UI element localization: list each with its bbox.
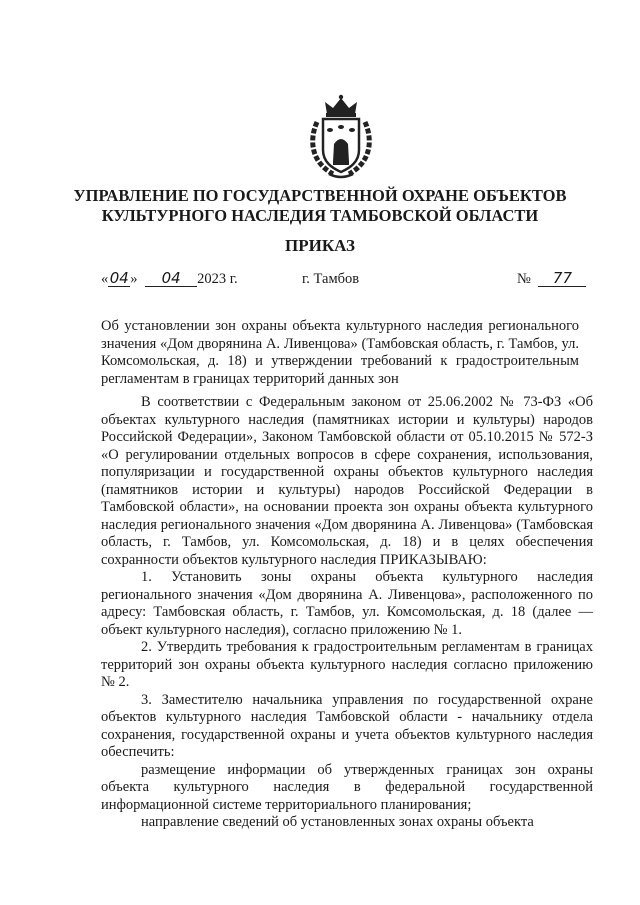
order-city: г. Тамбов xyxy=(302,271,360,287)
order-body xyxy=(101,394,593,832)
preamble-paragraph: В соответствии с Федеральным законом от 25.06.2002 № 73-ФЗ «Об объектах культурного наследия (памятниках истории и культуры) народов Российской Федерации», Законом Тамбовской области от 05.10.2015 № 572-З «О регулировании отдельных вопросов в сфере сохранения, использования, популяризации и государственной охраны объектов культурного наследия (памятников истории и культуры) народов Российской Федерации в Тамбовской области», на основании проекта зон охраны объекта культурного наследия регионального значения «Дом дворянина А. Ливенцова» (Тамбовская область, г. Тамбов, ул. Комсомольская, д. 18) и в целях обеспечения сохранности объектов культурного наследия ПРИКАЗЫВАЮ: xyxy=(101,394,593,568)
number-label: № xyxy=(517,271,531,287)
organization-name xyxy=(60,186,580,226)
item-1-paragraph: 1. Установить зоны охраны объекта культурного наследия регионального значения «Дом дворянина А. Ливенцова», расположенного по адресу: Тамбовская область, г. Тамбов, ул. Комсомольская, д. 18 (далее — объект культурного наследия), согласно приложению № 1. xyxy=(101,569,593,638)
item-3-paragraph: 3. Заместителю начальника управления по государственной охране объектов культурного наследия Тамбовской области - начальнику отдела сохранения, государственной охраны и учета объектов культурного наследия обеспечить: xyxy=(101,691,593,760)
organization-line-1: УПРАВЛЕНИЕ ПО ГОСУДАРСТВЕННОЙ ОХРАНЕ ОБЪЕКТОВ xyxy=(73,186,567,205)
order-month: 04 xyxy=(145,271,197,287)
quote-close: » xyxy=(130,271,138,287)
number-value: 77 xyxy=(538,271,586,287)
order-date xyxy=(101,271,238,288)
organization-line-2: КУЛЬТУРНОГО НАСЛЕДИЯ ТАМБОВСКОЙ ОБЛАСТИ xyxy=(101,206,539,225)
document-type-title: ПРИКАЗ xyxy=(285,236,355,255)
item-3a-paragraph: размещение информации об утвержденных границах зон охраны объекта культурного наследия в федеральной государственной информационной системе территориального планирования; xyxy=(101,761,593,813)
quote-open: « xyxy=(101,271,109,287)
item-2-paragraph: 2. Утвердить требования к градостроительным регламентам в границах территорий зон охраны объекта культурного наследия согласно приложению № 2. xyxy=(101,639,593,690)
order-subject: Об установлении зон охраны объекта культурного наследия регионального значения «Дом дворянина А. Ливенцова» (Тамбовская область, г. Тамбов, ул. Комсомольская, д. 18) и утверждении требований к градостроительным регламентам в границах территорий данных зон xyxy=(101,318,579,387)
order-day: 04 xyxy=(109,269,129,287)
order-number xyxy=(517,271,586,288)
dateline xyxy=(0,271,640,295)
tambov-coat-of-arms-icon xyxy=(303,92,379,180)
item-3b-paragraph: направление сведений об установленных зонах охраны объекта xyxy=(141,814,534,830)
order-year: 2023 г. xyxy=(197,271,238,287)
